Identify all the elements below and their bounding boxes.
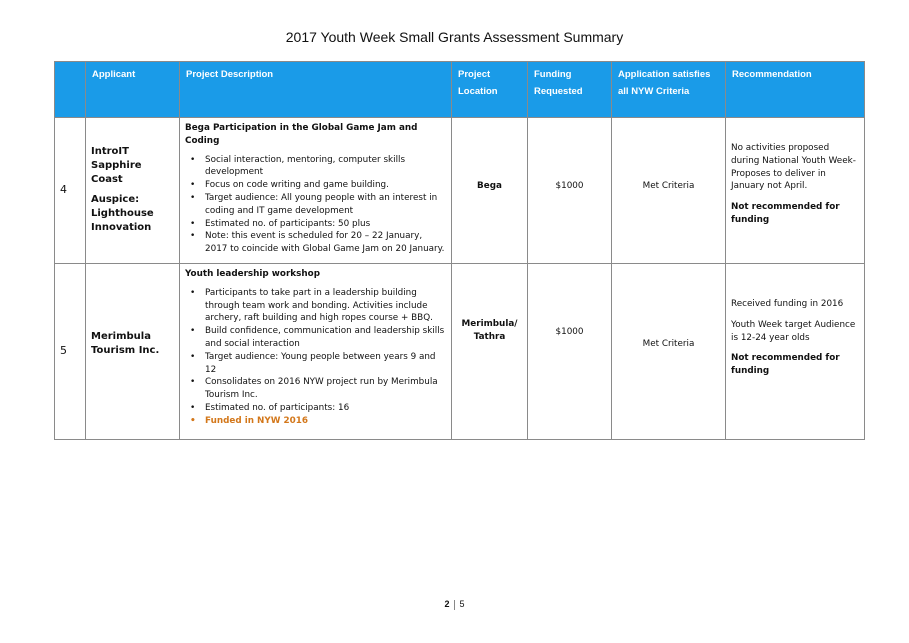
funding-requested: $1000: [555, 327, 584, 337]
location-cell: [452, 118, 528, 264]
list-item: • Participants to take part in a leadership building through team work and bonding. Activities include archery, raft building and high ropes course + BBQ.: [185, 287, 446, 325]
recommendation-verdict: Not recommended for funding: [731, 202, 840, 225]
header-project-description: Project Description: [180, 62, 452, 118]
row-number: 4: [55, 118, 86, 264]
recommendation-extra: Youth Week target Audience is 12-24 year olds: [731, 319, 856, 343]
list-item: • Estimated no. of participants: 16: [185, 402, 446, 415]
header-number: [55, 62, 86, 118]
funding-requested: $1000: [555, 181, 584, 191]
recommendation-cell: [726, 264, 865, 440]
header-criteria: Application satisfies all NYW Criteria: [612, 62, 726, 118]
list-item: • Focus on code writing and game building.: [185, 179, 446, 192]
criteria-cell: [612, 264, 726, 440]
criteria-cell: [612, 118, 726, 264]
funding-cell: [528, 118, 612, 264]
list-item: • Target audience: Young people between years 9 and 12: [185, 351, 446, 377]
recommendation-verdict: Not recommended for funding: [731, 353, 840, 377]
header-project-location: Project Location: [452, 62, 528, 118]
project-location: Merimbula/ Tathra: [461, 319, 518, 342]
header-funding-requested: Funding Requested: [528, 62, 612, 118]
recommendation-text: No activities proposed during National Youth Week- Proposes to deliver in January not April.: [731, 143, 856, 192]
applicant-cell: [86, 118, 180, 264]
list-item: • Note: this event is scheduled for 20 – 22 January, 2017 to coincide with Global Game Jam on 20 January.: [185, 230, 446, 256]
recommendation-cell: [726, 118, 865, 264]
project-location: Bega: [477, 181, 502, 191]
location-cell: [452, 264, 528, 440]
list-item: • Social interaction, mentoring, computer skills development: [185, 154, 446, 180]
applicant-cell: [86, 264, 180, 440]
document-title: 2017 Youth Week Small Grants Assessment Summary: [285, 29, 624, 45]
page-current: 2: [444, 599, 450, 609]
header-recommendation: Recommendation: [726, 62, 865, 118]
list-item: • Estimated no. of participants: 50 plus: [185, 218, 446, 231]
header-applicant: Applicant: [86, 62, 180, 118]
table-row: [55, 264, 865, 440]
row-number: 5: [55, 264, 86, 440]
applicant-name: IntroIT Sapphire Coast: [91, 146, 142, 185]
grants-assessment-table: [54, 61, 865, 440]
list-item: • Consolidates on 2016 NYW project run by Merimbula Tourism Inc.: [185, 376, 446, 402]
table-header-row: [55, 62, 865, 118]
project-title: Youth leadership workshop: [185, 269, 320, 279]
project-bullet-list: [185, 154, 446, 256]
list-item: • Build confidence, communication and leadership skills and social interaction: [185, 325, 446, 351]
project-description-cell: [180, 264, 452, 440]
applicant-auspice: Auspice: Lighthouse Innovation: [91, 194, 154, 233]
funding-cell: [528, 264, 612, 440]
applicant-name: Merimbula Tourism Inc.: [91, 331, 160, 356]
page-total: 5: [459, 599, 465, 609]
criteria-status: Met Criteria: [642, 181, 695, 191]
table-row: [55, 118, 865, 264]
project-title: Bega Participation in the Global Game Jam and Coding: [185, 123, 418, 146]
page-number: [0, 599, 909, 610]
list-item: • Target audience: All young people with an interest in coding and IT game development: [185, 192, 446, 218]
recommendation-text: Received funding in 2016: [731, 299, 844, 309]
project-description-cell: [180, 118, 452, 264]
criteria-status: Met Criteria: [642, 339, 695, 349]
funded-note: • Funded in NYW 2016: [185, 415, 446, 428]
page-separator: [454, 600, 455, 610]
project-bullet-list: [185, 287, 446, 428]
